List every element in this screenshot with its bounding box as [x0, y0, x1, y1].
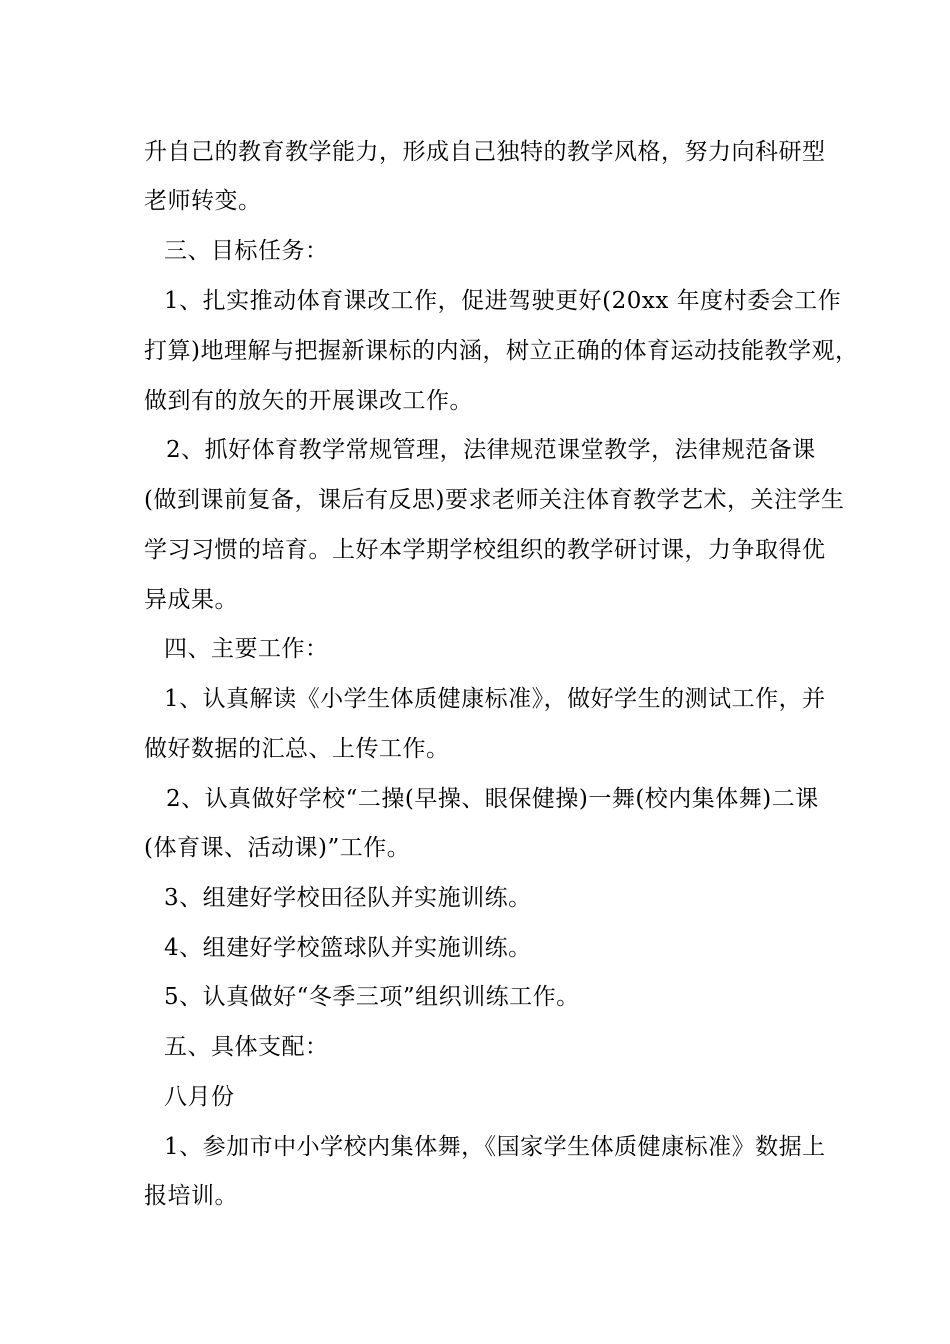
paragraph-line: 1、认真解读《小学生体质健康标准》，做好学生的测试工作，并 — [164, 686, 826, 712]
paragraph-line: 做好数据的汇总、上传工作。 — [144, 736, 450, 762]
paragraph-line: (体育课、活动课)”工作。 — [144, 835, 411, 861]
list-item: 5、认真做好“冬季三项”组织训练工作。 — [164, 984, 580, 1010]
paragraph-line: 学习习惯的培育。上好本学期学校组织的教学研讨课，力争取得优 — [144, 537, 826, 563]
paragraph-line: 做到有的放矢的开展课改工作。 — [144, 388, 473, 414]
paragraph-line: 报培训。 — [144, 1183, 238, 1209]
list-item: 3、组建好学校田径队并实施训练。 — [164, 885, 532, 911]
paragraph-line: 异成果。 — [144, 587, 238, 613]
paragraph-line: 1、参加市中小学校内集体舞，《国家学生体质健康标准》数据上 — [164, 1134, 826, 1160]
paragraph-line: 打算)地理解与把握新课标的内涵，树立正确的体育运动技能教学观， — [144, 338, 859, 364]
section-heading: 五、具体支配： — [164, 1034, 329, 1060]
paragraph-line: 升自己的教育教学能力，形成自己独特的教学风格，努力向科研型 — [144, 139, 826, 165]
section-heading: 三、目标任务： — [164, 238, 329, 264]
section-heading: 四、主要工作： — [164, 636, 329, 662]
paragraph-line: (做到课前复备，课后有反思)要求老师关注体育教学艺术，关注学生 — [144, 487, 845, 513]
paragraph-line: 老师转变。 — [144, 188, 262, 214]
month-heading: 八月份 — [164, 1084, 235, 1110]
paragraph-line: 2、认真做好学校“二操(早操、眼保健操)一舞(校内集体舞)二课 — [166, 786, 819, 812]
list-item: 4、组建好学校篮球队并实施训练。 — [164, 935, 532, 961]
paragraph-line: 1、扎实推动体育课改工作，促进驾驶更好(20xx 年度村委会工作 — [164, 288, 842, 314]
paragraph-line: 2、抓好体育教学常规管理，法律规范课堂教学，法律规范备课 — [166, 437, 816, 463]
